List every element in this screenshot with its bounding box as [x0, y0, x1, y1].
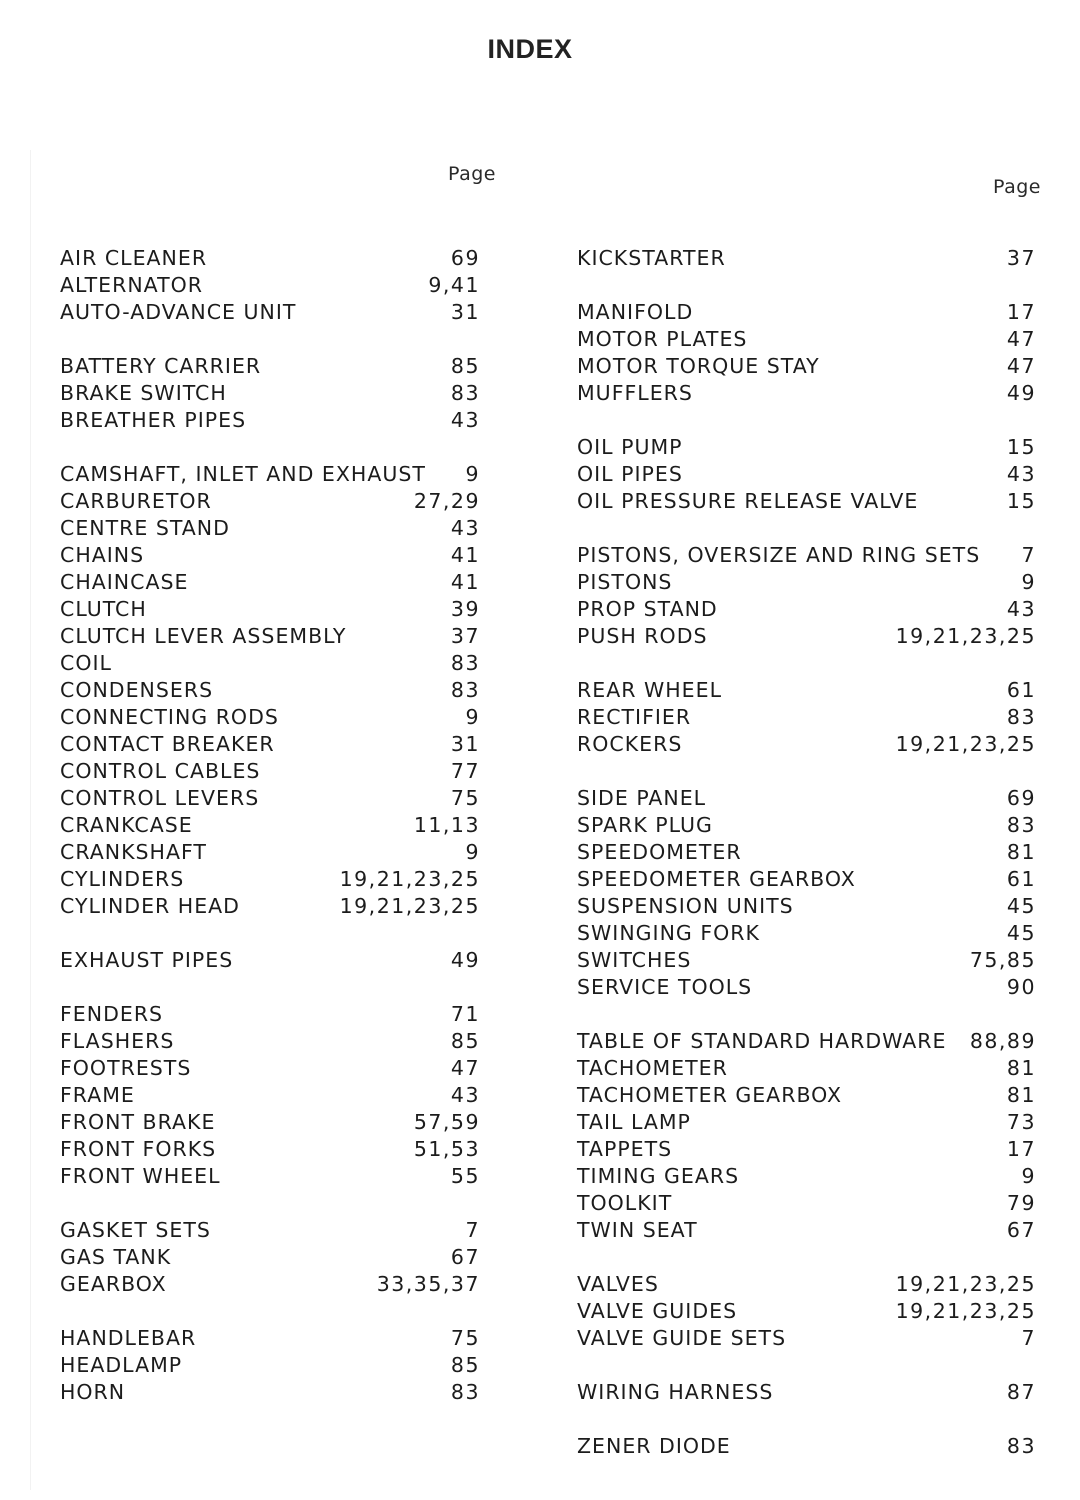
index-entry-page: 45 — [1006, 894, 1036, 918]
index-entry-page: 19,21,23,25 — [895, 624, 1036, 648]
index-entry-name: HANDLEBAR — [60, 1326, 197, 1350]
index-entry-name: CYLINDER HEAD — [60, 894, 240, 918]
index-entry — [577, 1055, 1036, 1082]
index-entry — [577, 623, 1036, 650]
index-entry-name: TAIL LAMP — [577, 1110, 691, 1134]
index-entry-name: SIDE PANEL — [577, 786, 707, 810]
index-entry-page: 9,41 — [428, 273, 480, 297]
index-entry — [577, 839, 1036, 866]
index-entry-page: 7 — [465, 1218, 480, 1242]
index-entry — [577, 542, 1036, 569]
index-entry-name: GAS TANK — [60, 1245, 172, 1269]
index-entry — [60, 650, 480, 677]
index-entry — [60, 677, 480, 704]
index-entry — [577, 947, 1036, 974]
index-entry — [60, 461, 480, 488]
index-entry-name: CAMSHAFT, INLET AND EXHAUST — [60, 462, 426, 486]
index-entry — [577, 1109, 1036, 1136]
index-entry-page: 61 — [1006, 867, 1036, 891]
index-entry — [577, 1298, 1036, 1325]
index-entry-page: 9 — [465, 462, 480, 486]
index-entry — [577, 326, 1036, 353]
index-entry-page: 55 — [450, 1164, 480, 1188]
index-entry — [577, 893, 1036, 920]
index-entry-page: 69 — [450, 246, 480, 270]
index-entry-name: CLUTCH — [60, 597, 147, 621]
index-entry — [577, 920, 1036, 947]
index-entry — [577, 1082, 1036, 1109]
index-entry — [60, 407, 480, 434]
index-entry-page: 75 — [450, 786, 480, 810]
index-entry-page: 77 — [450, 759, 480, 783]
index-entry-page: 73 — [1006, 1110, 1036, 1134]
index-column-right — [577, 245, 1036, 1460]
index-entry-name: CENTRE STAND — [60, 516, 230, 540]
page-margin-line — [30, 150, 31, 1490]
index-entry — [60, 245, 480, 272]
index-entry-page: 83 — [1006, 705, 1036, 729]
index-entry-name: BREATHER PIPES — [60, 408, 247, 432]
index-entry-page: 75 — [450, 1326, 480, 1350]
index-entry — [60, 1055, 480, 1082]
index-entry-name: ROCKERS — [577, 732, 683, 756]
index-entry — [577, 1028, 1036, 1055]
index-entry-name: TACHOMETER — [577, 1056, 728, 1080]
index-entry-name: AIR CLEANER — [60, 246, 208, 270]
index-entry-name: FOOTRESTS — [60, 1056, 192, 1080]
index-entry-name: KICKSTARTER — [577, 246, 726, 270]
index-entry — [577, 299, 1036, 326]
index-entry-name: CONTACT BREAKER — [60, 732, 275, 756]
index-entry-page: 75,85 — [969, 948, 1036, 972]
index-entry-name: GASKET SETS — [60, 1218, 211, 1242]
index-entry — [577, 1433, 1036, 1460]
index-entry — [577, 488, 1036, 515]
index-entry-name: SWITCHES — [577, 948, 692, 972]
index-entry-name: CONDENSERS — [60, 678, 214, 702]
index-entry-name: VALVE GUIDES — [577, 1299, 738, 1323]
page-column-header-right: Page — [993, 176, 1041, 198]
index-entry-name: SPARK PLUG — [577, 813, 713, 837]
index-entry — [577, 1325, 1036, 1352]
index-entry-name: CYLINDERS — [60, 867, 185, 891]
page-title: INDEX — [487, 34, 573, 64]
index-entry-page: 9 — [465, 840, 480, 864]
index-entry-name: TAPPETS — [577, 1137, 673, 1161]
index-entry — [60, 758, 480, 785]
index-entry-name: PUSH RODS — [577, 624, 708, 648]
index-entry-page: 69 — [1006, 786, 1036, 810]
index-entry-name: CHAINCASE — [60, 570, 189, 594]
index-entry-name: CRANKSHAFT — [60, 840, 207, 864]
index-entry — [60, 731, 480, 758]
index-entry-name: PISTONS, OVERSIZE AND RING SETS — [577, 543, 981, 567]
index-entry — [60, 1028, 480, 1055]
index-entry-name: ALTERNATOR — [60, 273, 204, 297]
index-entry — [60, 1001, 480, 1028]
index-entry-name: OIL PUMP — [577, 435, 683, 459]
index-entry — [60, 1325, 480, 1352]
index-entry-name: SERVICE TOOLS — [577, 975, 753, 999]
index-entry — [577, 1271, 1036, 1298]
index-entry — [60, 1352, 480, 1379]
index-entry — [60, 1109, 480, 1136]
index-entry-page: 47 — [1006, 354, 1036, 378]
index-entry-page: 9 — [1021, 570, 1036, 594]
index-entry-page: 19,21,23,25 — [895, 732, 1036, 756]
index-entry-page: 43 — [450, 408, 480, 432]
index-entry-name: REAR WHEEL — [577, 678, 722, 702]
index-entry — [60, 785, 480, 812]
index-entry-page: 41 — [450, 570, 480, 594]
index-entry-name: TOOLKIT — [577, 1191, 673, 1215]
index-entry-page: 33,35,37 — [376, 1272, 480, 1296]
index-entry-name: VALVES — [577, 1272, 659, 1296]
index-entry-page: 19,21,23,25 — [339, 894, 480, 918]
index-entry — [577, 461, 1036, 488]
index-entry — [60, 1379, 480, 1406]
index-entry — [577, 866, 1036, 893]
index-entry — [577, 812, 1036, 839]
index-entry-page: 17 — [1006, 300, 1036, 324]
index-entry-page: 37 — [450, 624, 480, 648]
index-entry-page: 45 — [1006, 921, 1036, 945]
index-entry-name: SPEEDOMETER — [577, 840, 742, 864]
index-entry-page: 67 — [450, 1245, 480, 1269]
index-entry-name: PROP STAND — [577, 597, 718, 621]
index-entry-page: 15 — [1006, 489, 1036, 513]
index-entry-name: VALVE GUIDE SETS — [577, 1326, 787, 1350]
index-entry-page: 81 — [1006, 840, 1036, 864]
index-entry-name: MOTOR PLATES — [577, 327, 748, 351]
index-entry-page: 19,21,23,25 — [339, 867, 480, 891]
index-entry-name: OIL PRESSURE RELEASE VALVE — [577, 489, 919, 513]
index-entry — [577, 434, 1036, 461]
index-entry-page: 49 — [1006, 381, 1036, 405]
index-entry-name: CONTROL CABLES — [60, 759, 261, 783]
index-entry-name: FLASHERS — [60, 1029, 175, 1053]
index-entry-name: COIL — [60, 651, 112, 675]
index-entry — [577, 569, 1036, 596]
index-entry-name: FRAME — [60, 1083, 135, 1107]
index-entry-name: TIMING GEARS — [577, 1164, 740, 1188]
index-entry — [577, 704, 1036, 731]
index-entry — [577, 245, 1036, 272]
index-entry-name: HEADLAMP — [60, 1353, 183, 1377]
index-entry — [577, 596, 1036, 623]
index-entry-page: 17 — [1006, 1137, 1036, 1161]
index-entry-page: 49 — [450, 948, 480, 972]
index-entry-name: TWIN SEAT — [577, 1218, 698, 1242]
index-entry-page: 31 — [450, 732, 480, 756]
index-entry-page: 83 — [1006, 1434, 1036, 1458]
index-entry-name: FRONT WHEEL — [60, 1164, 221, 1188]
index-entry — [577, 974, 1036, 1001]
index-entry-page: 90 — [1006, 975, 1036, 999]
index-entry — [60, 893, 480, 920]
index-entry-name: HORN — [60, 1380, 126, 1404]
index-entry — [60, 947, 480, 974]
index-entry-page: 41 — [450, 543, 480, 567]
index-entry-name: FENDERS — [60, 1002, 164, 1026]
index-entry — [60, 299, 480, 326]
index-entry — [577, 1163, 1036, 1190]
index-entry — [577, 677, 1036, 704]
index-entry — [60, 515, 480, 542]
index-entry-page: 67 — [1006, 1218, 1036, 1242]
index-entry-page: 19,21,23,25 — [895, 1299, 1036, 1323]
index-entry-name: SWINGING FORK — [577, 921, 760, 945]
index-entry — [60, 1082, 480, 1109]
index-entry-page: 83 — [450, 678, 480, 702]
index-entry — [577, 1217, 1036, 1244]
index-entry-page: 11,13 — [413, 813, 480, 837]
index-entry — [60, 1217, 480, 1244]
index-entry — [577, 1379, 1036, 1406]
index-entry-page: 83 — [450, 1380, 480, 1404]
index-entry — [60, 1271, 480, 1298]
index-entry-page: 43 — [1006, 597, 1036, 621]
index-entry-name: PISTONS — [577, 570, 673, 594]
index-entry-page: 81 — [1006, 1083, 1036, 1107]
index-entry-page: 88,89 — [969, 1029, 1036, 1053]
index-entry-page: 47 — [1006, 327, 1036, 351]
index-entry-name: GEARBOX — [60, 1272, 167, 1296]
index-entry — [60, 623, 480, 650]
index-entry-name: ZENER DIODE — [577, 1434, 731, 1458]
index-entry-page: 81 — [1006, 1056, 1036, 1080]
index-entry-page: 57,59 — [413, 1110, 480, 1134]
index-entry-name: SUSPENSION UNITS — [577, 894, 794, 918]
index-entry — [577, 785, 1036, 812]
index-entry-page: 83 — [450, 651, 480, 675]
index-entry-page: 85 — [450, 354, 480, 378]
index-entry — [60, 542, 480, 569]
index-entry-page: 37 — [1006, 246, 1036, 270]
index-entry-name: EXHAUST PIPES — [60, 948, 234, 972]
index-entry-name: SPEEDOMETER GEARBOX — [577, 867, 856, 891]
index-entry — [577, 1190, 1036, 1217]
index-entry-name: MANIFOLD — [577, 300, 694, 324]
index-entry-name: BRAKE SWITCH — [60, 381, 227, 405]
index-entry — [60, 380, 480, 407]
index-entry-name: RECTIFIER — [577, 705, 692, 729]
index-entry-page: 85 — [450, 1029, 480, 1053]
index-entry-name: FRONT FORKS — [60, 1137, 217, 1161]
index-entry-page: 47 — [450, 1056, 480, 1080]
index-entry-name: TABLE OF STANDARD HARDWARE — [577, 1029, 947, 1053]
index-entry-name: FRONT BRAKE — [60, 1110, 216, 1134]
index-entry-name: MUFFLERS — [577, 381, 693, 405]
index-entry-page: 7 — [1021, 1326, 1036, 1350]
index-entry — [60, 839, 480, 866]
index-entry — [577, 731, 1036, 758]
index-entry-name: MOTOR TORQUE STAY — [577, 354, 820, 378]
index-entry — [60, 488, 480, 515]
index-entry-page: 19,21,23,25 — [895, 1272, 1036, 1296]
index-column-left — [60, 245, 480, 1406]
index-entry-page: 87 — [1006, 1380, 1036, 1404]
index-entry-page: 51,53 — [413, 1137, 480, 1161]
index-entry-page: 43 — [450, 1083, 480, 1107]
index-entry-page: 7 — [1021, 543, 1036, 567]
index-entry — [60, 569, 480, 596]
index-entry-name: CARBURETOR — [60, 489, 212, 513]
index-entry-name: CONNECTING RODS — [60, 705, 279, 729]
index-entry-name: BATTERY CARRIER — [60, 354, 262, 378]
index-entry-name: CONTROL LEVERS — [60, 786, 260, 810]
index-entry-name: WIRING HARNESS — [577, 1380, 774, 1404]
index-entry-page: 9 — [465, 705, 480, 729]
index-entry-name: CLUTCH LEVER ASSEMBLY — [60, 624, 347, 648]
index-entry-page: 79 — [1006, 1191, 1036, 1215]
index-entry-name: CRANKCASE — [60, 813, 193, 837]
index-entry-name: CHAINS — [60, 543, 145, 567]
index-entry-page: 83 — [450, 381, 480, 405]
index-entry — [60, 596, 480, 623]
index-entry — [60, 1163, 480, 1190]
index-entry-name: OIL PIPES — [577, 462, 683, 486]
index-entry-page: 71 — [450, 1002, 480, 1026]
index-entry — [577, 380, 1036, 407]
index-entry — [60, 272, 480, 299]
index-entry-page: 85 — [450, 1353, 480, 1377]
index-entry — [60, 1244, 480, 1271]
index-entry-page: 39 — [450, 597, 480, 621]
index-entry-page: 31 — [450, 300, 480, 324]
index-entry — [577, 353, 1036, 380]
index-entry — [60, 353, 480, 380]
index-entry-page: 61 — [1006, 678, 1036, 702]
index-entry-page: 43 — [450, 516, 480, 540]
index-entry — [60, 1136, 480, 1163]
index-entry — [60, 812, 480, 839]
index-entry-page: 27,29 — [413, 489, 480, 513]
index-entry-page: 43 — [1006, 462, 1036, 486]
index-entry — [60, 866, 480, 893]
index-entry-name: AUTO-ADVANCE UNIT — [60, 300, 297, 324]
index-entry — [577, 1136, 1036, 1163]
index-entry-page: 15 — [1006, 435, 1036, 459]
index-entry — [60, 704, 480, 731]
index-entry-page: 9 — [1021, 1164, 1036, 1188]
index-entry-name: TACHOMETER GEARBOX — [577, 1083, 843, 1107]
index-entry-page: 83 — [1006, 813, 1036, 837]
page-column-header-left: Page — [448, 163, 496, 185]
